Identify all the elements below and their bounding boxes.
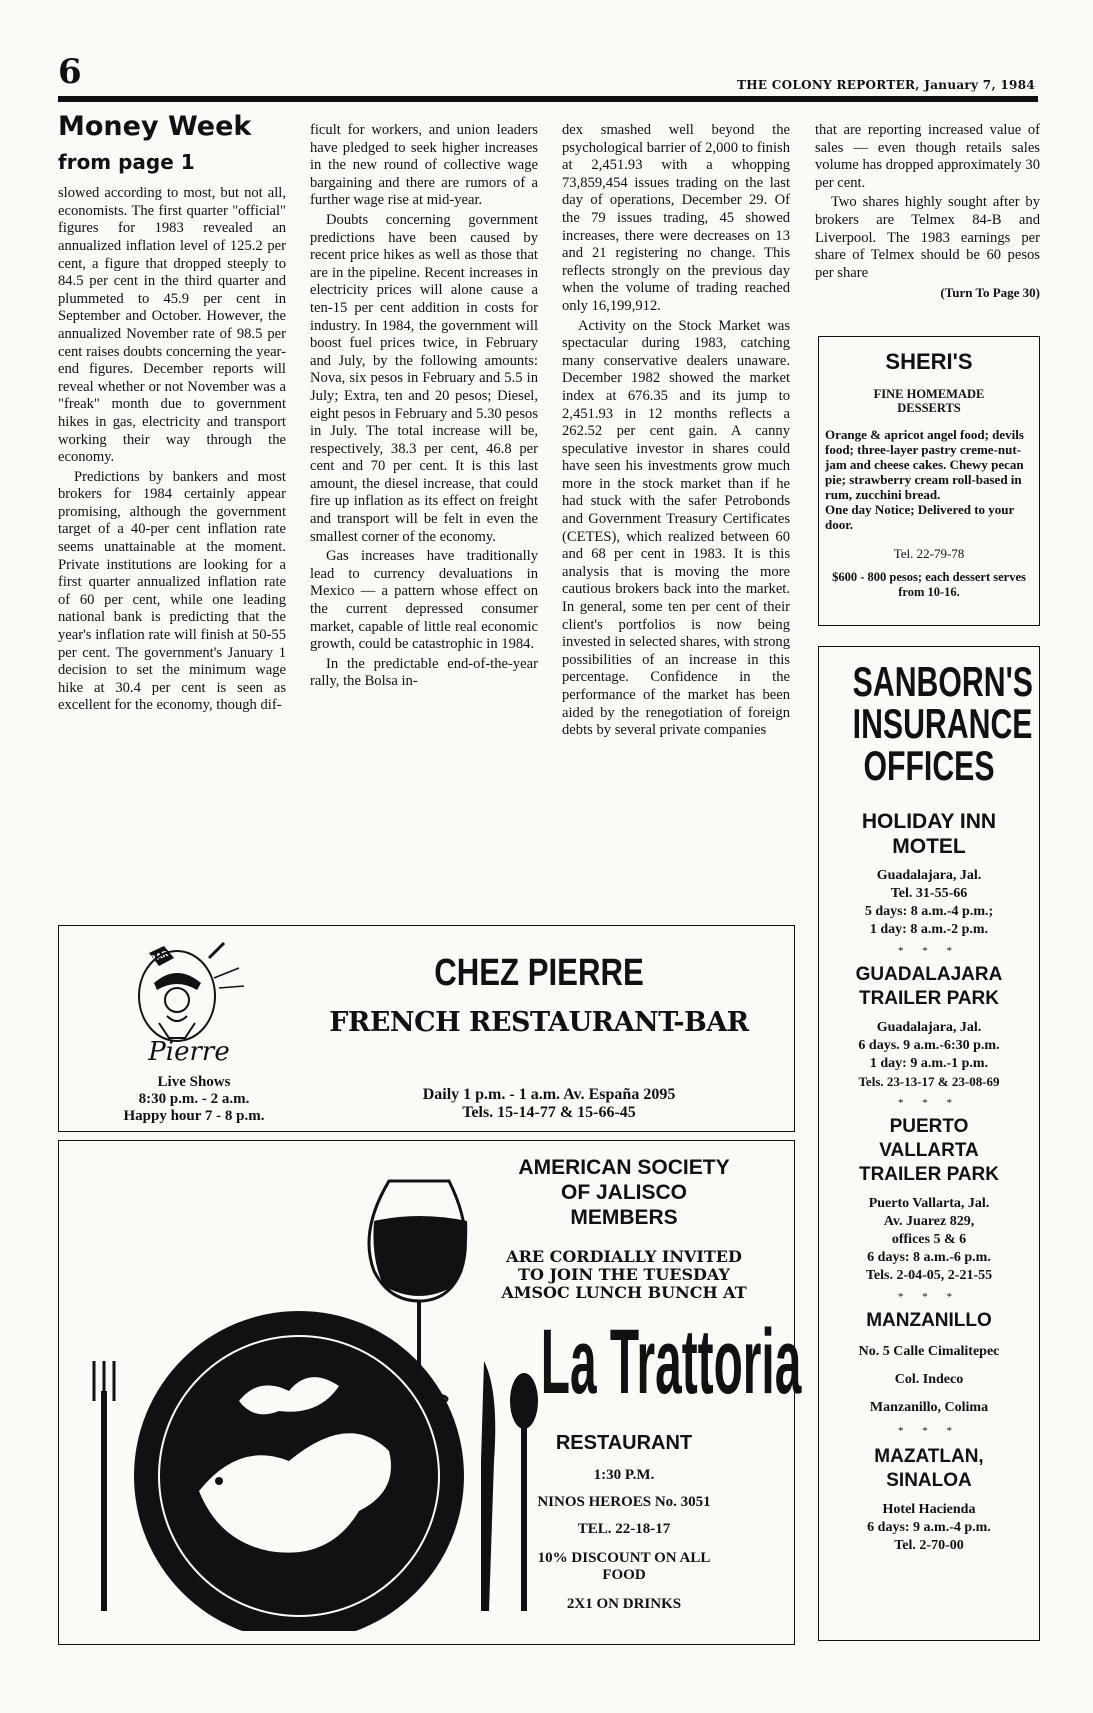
office-detail: Hotel Hacienda	[882, 1502, 976, 1517]
office-detail: Guadalajara, Jal.	[876, 1020, 982, 1035]
chez-shows	[79, 1074, 309, 1125]
chez-tels: Tels. 15-14-77 & 15-66-45	[462, 1104, 636, 1121]
sheris-menu: Orange & apricot angel food; devils food; three-layer pastry creme-nut-jam and cheese cakes. Chewy pecan pie; strawberry cream roll-based in rum, zucchini bread.	[825, 427, 1024, 502]
office-detail: 6 days. 9 a.m.-6:30 p.m.	[858, 1038, 1000, 1053]
office-name-line: MAZATLAN,	[874, 1446, 984, 1467]
office-detail: Av. Juarez 829,	[883, 1214, 975, 1229]
office-detail: 5 days: 8 a.m.-4 p.m.;	[864, 904, 994, 919]
sanborns-title-line: SANBORN'S	[852, 658, 1033, 705]
office-detail: offices 5 & 6	[891, 1232, 967, 1247]
paragraph: In the predictable end-of-the-year rally, the Bolsa in-	[310, 655, 538, 690]
invite-line: TO JOIN THE TUESDAY	[518, 1265, 730, 1284]
paragraph: Gas increases have traditionally lead to currency devaluations in Mexico — a pattern whose effect on the current depressed consumer market, capable of little real economic growth, could be catastrophic in 1984.	[310, 548, 538, 653]
office-detail: No. 5 Calle Cimalitepec	[858, 1344, 1000, 1359]
article-column-2	[310, 122, 538, 693]
sanborns-title	[823, 658, 1035, 789]
paragraph: that are reporting increased value of sales — even though retails sales volume has dropped approximately 30 per cent.	[815, 122, 1040, 191]
office-detail: Tel. 31-55-66	[890, 886, 968, 901]
shows-title: Live Shows	[157, 1074, 231, 1090]
paragraph: slowed according to most, but not all, economists. The first quarter "official" figures for 1983 revealed an annualized inflation level of 125.2 per cent, a figure that dropped steeply to 84.5 per cent in the third quarter and plummeted to 45.9 per cent in September and October. However, the annualized November rate of 98.5 per cent raises doubts concerning the year-end figures. December reports will reveal whether or not November was a "freak" month due to government hikes in gas, electricity and transport working their way through the economy.	[58, 185, 286, 466]
paragraph: Predictions by bankers and most brokers for 1984 certainly appear promising, although the government target of a 40-per cent inflation rate seems unattainable at the moment. Private institutions are looking for a first quarter annualized inflation rate of 60 per cent, while one leading national bank is predicting that the year's inflation rate will finish at 50-55 per cent. The government's January 1 decision to set the minimum wage hike at 30.4 per cent is seen as excellent for the economy, though dif-	[58, 468, 286, 714]
office-detail: Col. Indeco	[894, 1372, 964, 1387]
office-detail: Guadalajara, Jal.	[876, 868, 982, 883]
office-manzanillo	[823, 1309, 1035, 1437]
invite-line: ARE CORDIALLY INVITED	[506, 1247, 742, 1266]
chez-subtitle: FRENCH RESTAURANT-BAR	[329, 1007, 749, 1038]
sheris-price: $600 - 800 pesos; each dessert serves from 10-16.	[832, 570, 1026, 599]
article-column-4	[815, 122, 1040, 302]
logo-script: Pierre	[148, 1037, 230, 1067]
separator: * * *	[898, 1425, 960, 1437]
trattoria-name: La Trattoria	[540, 1311, 802, 1413]
office-name-line: TRAILER PARK	[858, 988, 1000, 1009]
office-guadalajara-trailer-park	[823, 963, 1035, 1109]
happy-hour: Happy hour 7 - 8 p.m.	[123, 1108, 265, 1124]
office-name-line: MOTEL	[892, 835, 966, 858]
subhead: from page 1	[58, 149, 195, 174]
trattoria-address: NINOS HEROES No. 3051	[537, 1494, 711, 1510]
paragraph: Activity on the Stock Market was spectacular during 1983, catching many conservative dealers unaware. December 1982 showed the market index at 676.35 and its jump to 2,451.93 in 12 months reflects a 262.52 per cent gain. A canny speculative investor in shares could have seen his investments grow much more in the stock market than if he had stuck with the safer Petrobonds and Government Treasury Certificates (CETES), which realized between 60 and 68 per cent in 1983. It is this analysis that is moving the more cautious brokers back into the market. In general, some ten per cent of their client's portfolios is now being invested in selected shares, with strong possibilities of an increase in this percentage. Confidence in the performance of the market has been aided by the renegotiation of foreign debts by several private companies	[562, 317, 790, 739]
paragraph: Two shares highly sought after by brokers are Telmex 84-B and Liverpool. The 1983 earnings per share of Telmex should be 60 pesos per share	[815, 194, 1040, 281]
page-number: 6	[58, 52, 82, 92]
office-detail: Tel. 2-70-00	[894, 1538, 964, 1553]
sanborns-title-line: OFFICES	[863, 742, 995, 789]
chez-pierre-logo	[119, 938, 269, 1068]
separator: * * *	[898, 945, 960, 957]
office-detail: 6 days: 8 a.m.-6 p.m.	[867, 1250, 991, 1265]
discount-line: FOOD	[602, 1567, 646, 1583]
separator: * * *	[898, 1097, 960, 1109]
trattoria-tel: TEL. 22-18-17	[577, 1521, 671, 1537]
invite-line: AMSOC LUNCH BUNCH AT	[501, 1283, 747, 1302]
office-detail: 1 day: 8 a.m.-2 p.m.	[869, 922, 989, 937]
paragraph: Doubts concerning government predictions have been caused by recent price hikes as well as those that are in the pipeline. Recent increases in electricity prices will alone cause a ten-15 per cent addition in costs for industry. In 1984, the government will boost fuel prices twice, in February and July, by the following amounts: Nova, six pesos in February and 5.5 in July; Extra, ten and 20 pesos; Diesel, eight pesos in February and 5.30 pesos in July. The total increase will be, respectively, 38.3 per cent, 46.8 per cent and 70 per cent. It is this last amount, the diesel increase, that could fire up inflation as its effect on freight and transport will be felt in even the smallest corner of the economy.	[310, 211, 538, 545]
trattoria-time: 1:30 P.M.	[593, 1467, 655, 1483]
paragraph: ficult for workers, and union leaders have pledged to seek higher increases in the new round of collective wage bargaining and there are rumors of a further wage rise at mid-year.	[310, 122, 538, 209]
pirate-chef-icon	[119, 938, 269, 1068]
sheris-ad	[818, 336, 1040, 626]
chez-contact	[349, 1086, 749, 1122]
masthead-rule	[58, 96, 1038, 102]
trattoria-kind: RESTAURANT	[555, 1432, 693, 1454]
chez-name: CHEZ PIERRE	[434, 952, 644, 994]
sheris-notice: One day Notice; Delivered to your door.	[825, 502, 1015, 532]
trattoria-heading-line: AMERICAN SOCIETY	[518, 1156, 730, 1179]
office-name-line: HOLIDAY INN	[861, 810, 997, 833]
separator: * * *	[898, 1291, 960, 1303]
trattoria-heading-line: OF JALISCO	[560, 1181, 687, 1204]
office-mazatlan	[823, 1445, 1035, 1555]
office-detail: Tels. 23-13-17 & 23-08-69	[858, 1074, 1000, 1089]
trattoria-text	[464, 1155, 802, 1613]
office-name-line: PUERTO	[889, 1116, 969, 1137]
office-puerto-vallarta	[823, 1115, 1035, 1303]
chez-hours-address: Daily 1 p.m. - 1 a.m. Av. España 2095	[422, 1086, 676, 1103]
trattoria-drinks: 2X1 ON DRINKS	[566, 1596, 682, 1612]
continuation-note: (Turn To Page 30)	[940, 285, 1040, 301]
logo-text: BAR	[148, 949, 170, 964]
paragraph: dex smashed well beyond the psychological barrier of 2,000 to finish at 2,451.93 with a whopping 73,859,454 issues trading on the last day of operations, December 29. Of the 79 issues trading, 45 showed increases, there were decreases on 13 and 21 registering no change. This reflects strongly on the previous day when the volume of trading reached only 16,199,912.	[562, 122, 790, 314]
trattoria-heading-line: MEMBERS	[570, 1206, 678, 1229]
sheris-tel: Tel. 22-79-78	[893, 546, 965, 561]
sheris-name: SHERI'S	[885, 349, 973, 374]
chez-pierre-ad	[58, 925, 795, 1132]
office-holiday-inn	[823, 809, 1035, 957]
office-name-line: MANZANILLO	[866, 1310, 992, 1331]
office-name-line: SINALOA	[886, 1470, 972, 1491]
headline: Money Week	[58, 111, 252, 142]
trattoria-ad	[58, 1140, 802, 1645]
office-name-line: TRAILER PARK	[858, 1164, 1000, 1185]
sanborns-ad	[818, 646, 1040, 1641]
office-name-line: VALLARTA	[879, 1140, 979, 1161]
office-detail: Manzanillo, Colima	[869, 1400, 989, 1415]
publication-line: THE COLONY REPORTER, January 7, 1984	[736, 78, 1035, 92]
office-detail: Puerto Vallarta, Jal.	[868, 1196, 990, 1211]
office-detail: Tels. 2-04-05, 2-21-55	[865, 1268, 993, 1283]
shows-time: 8:30 p.m. - 2 a.m.	[138, 1091, 250, 1107]
article-column-3	[562, 122, 790, 742]
chez-title-block	[309, 952, 769, 1038]
discount-line: 10% DISCOUNT ON ALL	[537, 1550, 711, 1566]
sheris-tagline: FINE HOMEMADE DESSERTS	[873, 387, 985, 415]
sanborns-title-line: INSURANCE	[852, 700, 1033, 747]
office-name-line: GUADALAJARA	[855, 964, 1003, 985]
office-detail: 1 day: 9 a.m.-1 p.m.	[869, 1056, 989, 1071]
article-column-1	[58, 104, 286, 717]
office-detail: 6 days: 9 a.m.-4 p.m.	[867, 1520, 991, 1535]
